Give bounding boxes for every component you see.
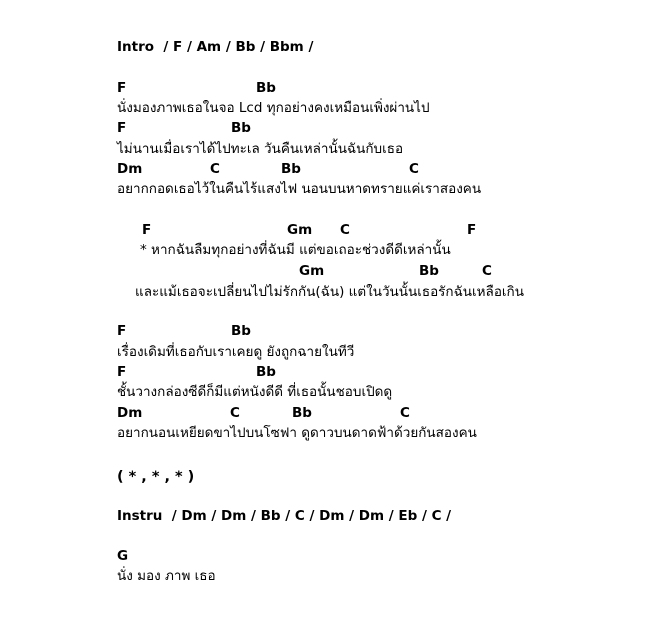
- chord: F: [117, 323, 127, 339]
- chord: Dm: [117, 161, 143, 177]
- chord: C: [230, 405, 240, 421]
- chord: Gm: [299, 263, 325, 279]
- chord: F: [117, 120, 127, 136]
- chord: Dm: [117, 405, 143, 421]
- chord: Bb: [419, 263, 439, 279]
- chord: Bb: [292, 405, 312, 421]
- lyric-line: เรื่องเดิมที่เธอกับเราเคยดู ยังถูกฉายในทีวี: [117, 344, 355, 360]
- lyric-line: นั่งมองภาพเธอในจอ Lcd ทุกอย่างคงเหมือนเพิ่งผ่านไป: [117, 100, 430, 116]
- chord: G: [117, 548, 129, 564]
- chord: F: [117, 364, 127, 380]
- lyric-line: นั่ง มอง ภาพ เธอ: [117, 568, 216, 584]
- chord: F: [117, 80, 127, 96]
- lyric-line: และแม้เธอจะเปลี่ยนไปไม่รักกัน(ฉัน) แต่ในวันนั้นเธอรักฉันเหลือเกิน: [135, 284, 524, 300]
- chord: C: [409, 161, 419, 177]
- lyric-line: ไม่นานเมื่อเราได้ไปทะเล วันคืนเหล่านั้นฉันกับเธอ: [117, 141, 404, 157]
- repeat-marker: ( * , * , * ): [117, 469, 195, 485]
- chord: C: [482, 263, 492, 279]
- chord: C: [210, 161, 220, 177]
- chord: Gm: [287, 222, 313, 238]
- lyric-line: * หากฉันลืมทุกอย่างที่ฉันมี แต่ขอเถอะช่วงดีดีเหล่านั้น: [140, 242, 451, 258]
- chord: C: [340, 222, 350, 238]
- instru-line: Instru / Dm / Dm / Bb / C / Dm / Dm / Eb / C /: [117, 508, 452, 524]
- chord: Bb: [256, 364, 276, 380]
- intro-line: Intro / F / Am / Bb / Bbm /: [117, 39, 314, 55]
- chord: Bb: [231, 323, 251, 339]
- lyric-line: อยากนอนเหยียดขาไปบนโซฟา ดูดาวบนดาดฟ้าด้วยกันสองคน: [117, 425, 477, 441]
- lyric-line: ชั้นวางกล่องซีดีก็มีแต่หนังดีดี ที่เธอนั้นชอบเปิดดู: [117, 384, 393, 400]
- chord: F: [142, 222, 152, 238]
- chord: Bb: [231, 120, 251, 136]
- chord: Bb: [281, 161, 301, 177]
- chord: F: [467, 222, 477, 238]
- chord: C: [400, 405, 410, 421]
- chord: Bb: [256, 80, 276, 96]
- lyric-line: อยากกอดเธอไว้ในคืนไร้แสงไฟ นอนบนหาดทรายแค่เราสองคน: [117, 181, 482, 197]
